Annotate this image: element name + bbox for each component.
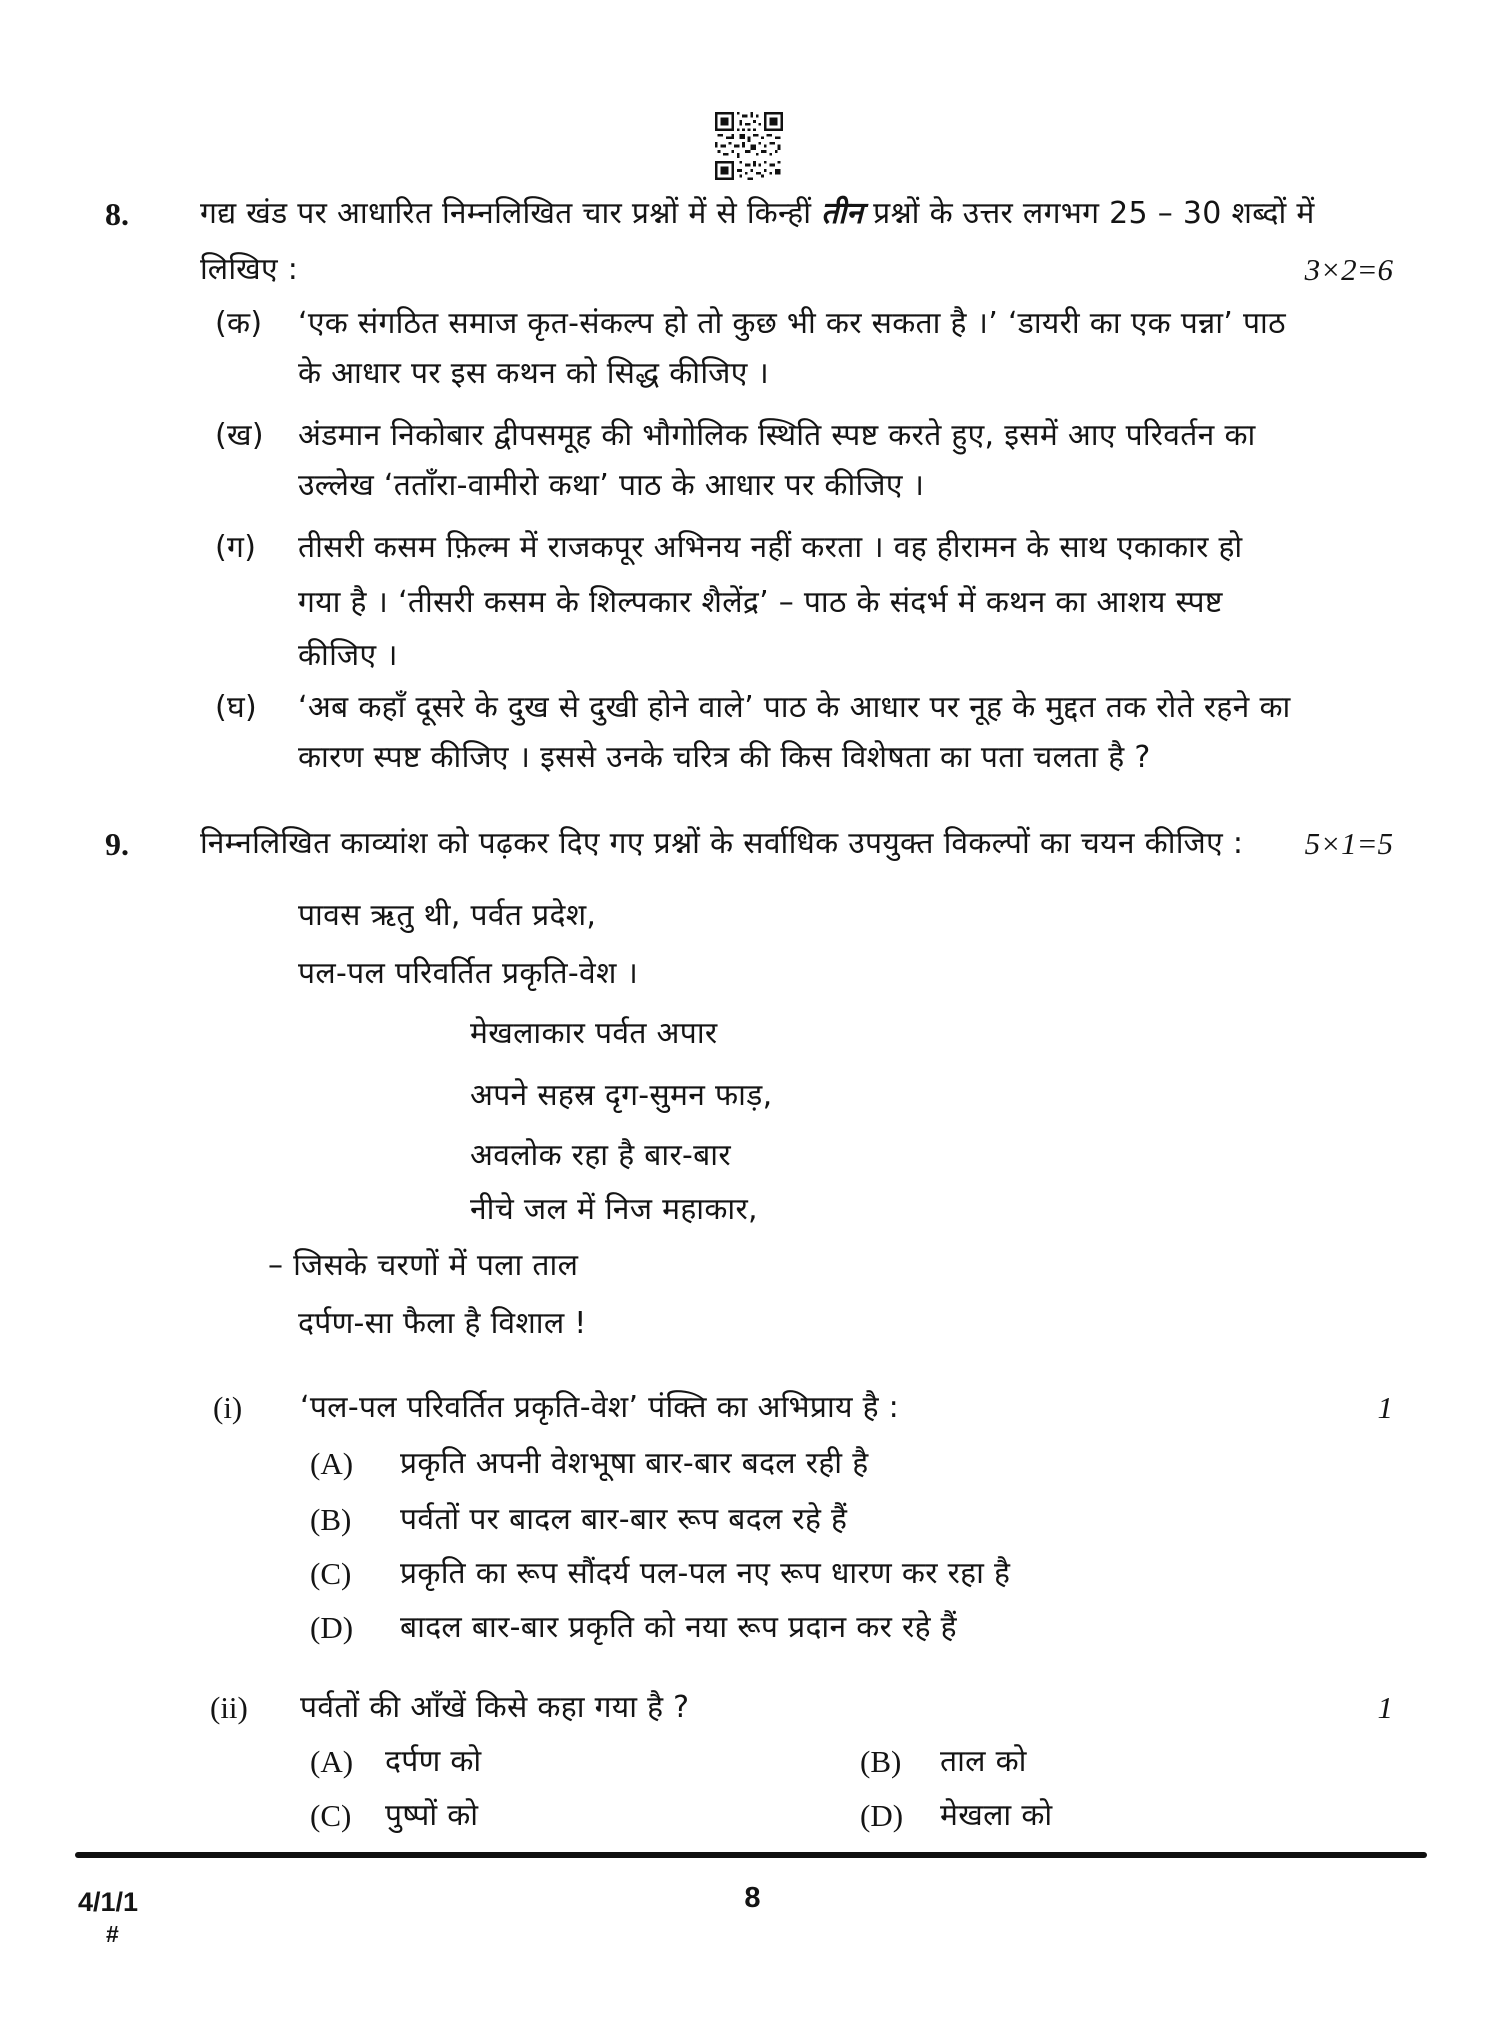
sub-question-line: कीजिए ।	[298, 638, 398, 673]
option-text: पुष्पों को	[385, 1798, 479, 1833]
option-text: प्रकृति का रूप सौंदर्य पल-पल नए रूप धारण कर रहा है	[400, 1556, 1011, 1591]
option-label: (B)	[310, 1502, 352, 1537]
poem-line: दर्पण-सा फैला है विशाल !	[298, 1306, 587, 1341]
question-8-text-part2: प्रश्नों के उत्तर लगभग 25 – 30 शब्दों में	[863, 196, 1315, 231]
poem-line: अवलोक रहा है बार-बार	[470, 1138, 731, 1173]
sub-question-line: ‘अब कहाँ दूसरे के दुख से दुखी होने वाले’ पाठ के आधार पर नूह के मुद्दत तक रोते रहने का	[298, 690, 1291, 725]
question-9-text: निम्नलिखित काव्यांश को पढ़कर दिए गए प्रश्नों के सर्वाधिक उपयुक्त विकल्पों का चयन कीजिए :	[200, 826, 1244, 861]
footer-hash: #	[106, 1921, 119, 1947]
qr-code	[715, 112, 783, 180]
question-8-number: 8.	[105, 196, 129, 232]
sub-question-label: (ख)	[215, 418, 264, 453]
mcq-question: पर्वतों की आँखें किसे कहा गया है ?	[300, 1690, 690, 1725]
sub-question-line: उल्लेख ‘तताँरा-वामीरो कथा’ पाठ के आधार पर कीजिए ।	[298, 468, 925, 503]
footer-rule	[75, 1852, 1427, 1858]
question-8-text-bold: तीन	[821, 196, 864, 231]
option-label: (D)	[860, 1798, 904, 1833]
question-8-text-part1: गद्य खंड पर आधारित निम्नलिखित चार प्रश्नों में से किन्हीं	[200, 196, 822, 231]
option-text: बादल बार-बार प्रकृति को नया रूप प्रदान कर रहे हैं	[400, 1610, 957, 1645]
marks-value: 3×2=6	[1304, 252, 1393, 287]
sub-question-line: कारण स्पष्ट कीजिए । इससे उनके चरित्र की किस विशेषता का पता चलता है ?	[298, 740, 1151, 775]
poem-line: नीचे जल में निज महाकार,	[470, 1192, 758, 1227]
option-label: (A)	[310, 1446, 354, 1481]
sub-question-line: तीसरी कसम फ़िल्म में राजकपूर अभिनय नहीं करता । वह हीरामन के साथ एकाकार हो	[298, 530, 1243, 565]
question-8-text-line2: लिखिए :	[200, 252, 299, 287]
poem-line: अपने सहस्र दृग-सुमन फाड़,	[470, 1078, 773, 1113]
sub-question-line: अंडमान निकोबार द्वीपसमूह की भौगोलिक स्थिति स्पष्ट करते हुए, इसमें आए परिवर्तन का	[298, 418, 1256, 453]
poem-line: पल-पल परिवर्तित प्रकृति-वेश ।	[298, 956, 639, 991]
mcq-label: (i)	[213, 1390, 243, 1425]
option-text: प्रकृति अपनी वेशभूषा बार-बार बदल रही है	[400, 1446, 869, 1481]
sub-question-label: (क)	[215, 306, 263, 341]
option-label: (A)	[310, 1744, 354, 1779]
option-label: (C)	[310, 1798, 352, 1833]
question-9-number: 9.	[105, 826, 129, 862]
poem-line: मेखलाकार पर्वत अपार	[470, 1016, 718, 1051]
option-text: दर्पण को	[385, 1744, 482, 1779]
sub-question-line: गया है । ‘तीसरी कसम के शिल्पकार शैलेंद्र’ – पाठ के संदर्भ में कथन का आशय स्पष्ट	[298, 585, 1223, 620]
sub-question-label: (घ)	[215, 690, 258, 725]
marks-value: 1	[1377, 1690, 1393, 1725]
marks-value: 5×1=5	[1304, 826, 1393, 861]
poem-line: – जिसके चरणों में पला ताल	[268, 1248, 579, 1283]
option-label: (B)	[860, 1744, 902, 1779]
option-text: ताल को	[940, 1744, 1027, 1779]
sub-question-label: (ग)	[215, 530, 257, 565]
sub-question-line: ‘एक संगठित समाज कृत-संकल्प हो तो कुछ भी कर सकता है ।’ ‘डायरी का एक पन्ना’ पाठ	[298, 306, 1286, 341]
option-text: मेखला को	[940, 1798, 1053, 1833]
mcq-label: (ii)	[210, 1690, 248, 1725]
option-text: पर्वतों पर बादल बार-बार रूप बदल रहे हैं	[400, 1502, 848, 1537]
footer-paper-code: 4/1/1	[78, 1887, 139, 1917]
poem-line: पावस ऋतु थी, पर्वत प्रदेश,	[298, 898, 597, 933]
page-number: 8	[744, 1882, 761, 1914]
option-label: (C)	[310, 1556, 352, 1591]
sub-question-line: के आधार पर इस कथन को सिद्ध कीजिए ।	[298, 356, 770, 391]
mcq-question: ‘पल-पल परिवर्तित प्रकृति-वेश’ पंक्ति का अभिप्राय है :	[300, 1390, 900, 1425]
option-label: (D)	[310, 1610, 354, 1645]
question-8-text	[200, 194, 1315, 234]
marks-value: 1	[1377, 1390, 1393, 1425]
